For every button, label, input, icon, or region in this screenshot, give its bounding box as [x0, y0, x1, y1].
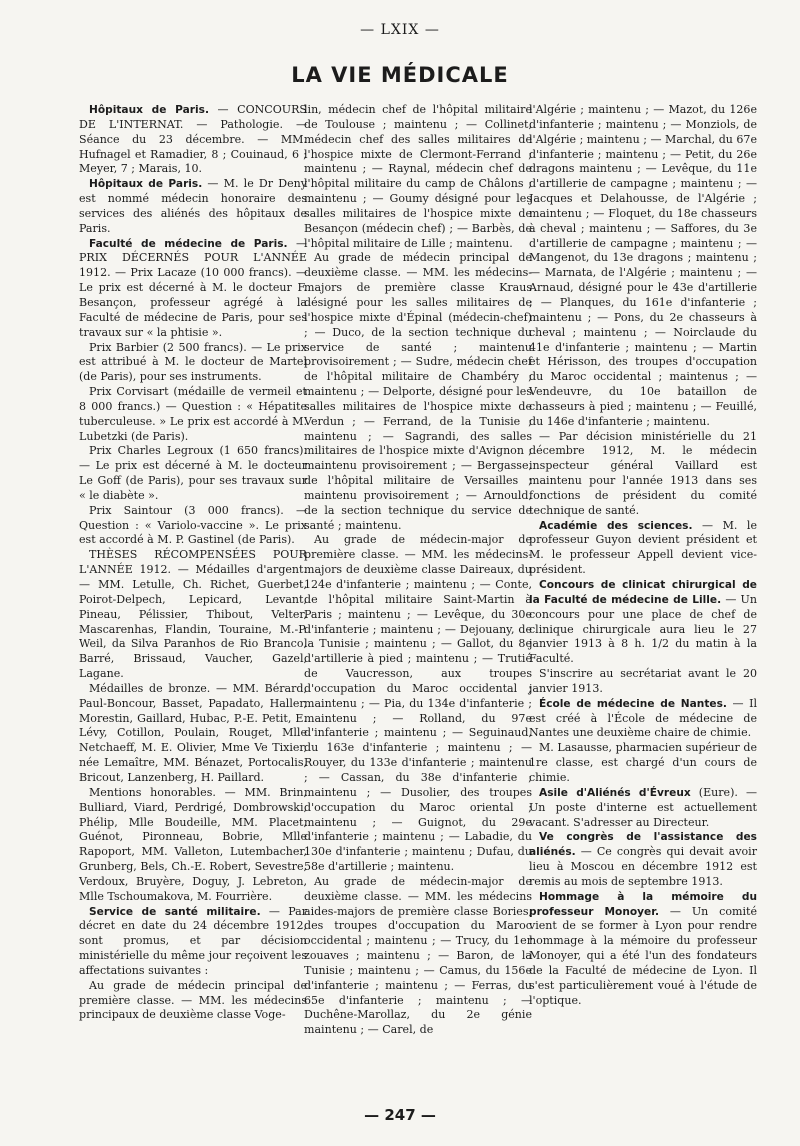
paragraph: Académie des sciences. — M. le professeur Guyon devient président et M. le professeur Appell devient vice-président.	[529, 518, 757, 577]
paragraph: Hôpitaux de Paris. — M. le Dr Deny est nommé médecin honoraire des services des aliénés des hôpitaux de Paris.	[79, 177, 307, 235]
paragraph: Mentions honorables. — MM. Brin, Bulliard, Viard, Perdrigé, Dombrowski, Phélip, Mlle Boudeille, MM. Placet, Guénot, Pironneau, Bobrie, Mlle Rapoport, MM. Valleton, Lutembacher, Grunberg, Bels, Ch.-E. Robert, Sevestre, Verdoux, Bruyère, Doguy, J. Lebreton, Mlle Tschoumakova, M. Fourrière.	[79, 785, 307, 903]
page-number: — 247 —	[364, 1106, 436, 1124]
paragraph: Au grade de médecin principal de première classe. — MM. les médecins principaux de deuxième classe Voge-	[79, 978, 307, 1022]
paragraph: S'inscrire au secrétariat avant le 20 janvier 1913.	[529, 667, 757, 695]
paragraph: Ve congrès de l'assistance des aliénés. — Ce congrès qui devait avoir lieu à Moscou en décembre 1912 est remis au mois de septembre 1913.	[529, 831, 757, 888]
paragraph: M. Lasausse, pharmacien supérieur de 1re classe, est chargé d'un cours de chimie.	[529, 741, 757, 784]
paragraph: Au grade de médecin-major de deuxième classe. — MM. les médecins aides-majors de première classe Bories, des troupes d'occupation du Maroc occidental ; maintenu ; — Trucy, du 1er zouaves ; maintenu ; — Baron, de la Tunisie ; maintenu ; — Camus, du 156e d'infanterie ; maintenu ; — Ferras, du 65e d'infanterie ; maintenu ; — Duchêne-Marollaz, du 2e génie maintenu ; — Carel, de	[304, 874, 532, 1037]
paragraph: Prix Saintour (3 000 francs). — Question : « Variolo-vaccine ». Le prix est accordé à M. P. Gastinel (de Paris).	[79, 503, 307, 547]
paragraph: l'Algérie ; maintenu ; — Mazot, du 126e d'infanterie ; maintenu ; — Monziols, de l'Algérie ; maintenu ; — Marchal, du 67e d'infanterie ; maintenu ; — Petit, du 26e dragons maintenu ; — Levêque, du 11e d'artillerie de campagne ; maintenu ; — Jacques et Delahousse, de l'Algérie ; maintenu ; — Floquet, du 18e chasseurs à cheval ; maintenu ; — Saffores, du 3e d'artillerie de campagne ; maintenu ; — Mangenot, du 13e dragons ; maintenu ; — Marnata, de l'Algérie ; maintenu ; — Arnaud, désigné pour le 43e d'artillerie ; — Planques, du 161e d'infanterie ; maintenu ; — Pons, du 2e chasseurs à cheval ; maintenu ; — Noirclaude du 41e d'infanterie ; maintenu ; — Martin et Hérisson, des troupes d'occupation du Maroc occidental ; maintenus ; — Vendeuvre, du 10e bataillon de chasseurs à pied ; maintenu ; — Feuillé, du 146e d'infanterie ; maintenu.	[529, 103, 757, 428]
column-right	[529, 103, 757, 1008]
paragraph: THÈSES RÉCOMPENSÉES POUR L'ANNÉE 1912. — Médailles d'argent. — MM. Letulle, Ch. Richet, Guerbet, Poirot-Delpech, Lepicard, Levant, Pineau, Pélissier, Thibout, Velter, Mascarenhas, Flandin, Touraine, M.-P. Weil, da Silva Paranhos de Rio Branco, Barré, Brissaud, Vaucher, Gazel, Lagane.	[79, 548, 307, 681]
running-header: — LXIX —	[360, 22, 440, 38]
paragraph: Hôpitaux de Paris. — CONCOURS DE L'INTERNAT. — Pathologie. — Séance du 23 décembre. — MM. Hufnagel et Ramadier, 8 ; Couinaud, 6 ; Meyer, 7 ; Marais, 10.	[79, 103, 308, 176]
paragraph: Au grade de médecin principal de deuxième classe. — MM. les médecins-majors de première classe Kraus désigné pour les salles militaires de l'hospice mixte d'Épinal (médecin-chef) ; — Duco, de la section technique du service de santé ; maintenu provisoirement ; — Sudre, médecin chef de l'hôpital militaire de Chambéry ; maintenu ; — Delporte, désigné pour les salles militaires de l'hospice mixte de Verdun ; — Ferrand, de la Tunisie ; maintenu ; — Sagrandi, des salles militaires de l'hospice mixte d'Avignon ; maintenu provisoirement ; — Bergasse, de l'hôpital militaire de Versailles ; maintenu provisoirement ; — Arnould, de la section technique du service de santé ; maintenu.	[304, 251, 532, 532]
paragraph: Prix Barbier (2 500 francs). — Le prix est attribué à M. le docteur de Martel (de Paris), pour ses instruments.	[79, 340, 307, 384]
paragraph: Asile d'Aliénés d'Évreux (Eure). — Un poste d'interne est actuellement vacant. S'adresser au Directeur.	[529, 785, 758, 829]
paragraph: Au grade de médecin-major de première classe. — MM. les médecins-majors de deuxième classe Daireaux, du 124e d'infanterie ; maintenu ; — Conte, de l'hôpital militaire Saint-Martin à Paris ; maintenu ; — Levêque, du 30e d'infanterie ; maintenu ; — Dejouany, de la Tunisie ; maintenu ; — Gallot, du 8e d'artillerie à pied ; maintenu ; — Trutié de Vaucresson, aux troupes d'occupation du Maroc occidental ; maintenu ; — Pia, du 134e d'infanterie ; maintenu ; — Rolland, du 97e d'infanterie ; maintenu ; — Seguinaud, du 163e d'infanterie ; maintenu ; — Rouyer, du 133e d'infanterie ; maintenu ; — Cassan, du 38e d'infanterie ; maintenu ; — Dusolier, des troupes d'occupation du Maroc oriental ; maintenu ; — Guignot, du 29e d'infanterie ; maintenu ; — Labadie, du 130e d'infanterie ; maintenu ; Dufau, du 58e d'artillerie ; maintenu.	[304, 533, 532, 874]
paragraph: — Par décision ministérielle du 21 décembre 1912, M. le médecin inspecteur général Vaillard est maintenu pour l'année 1913 dans ses fonctions de président du comité technique de santé.	[529, 429, 757, 517]
paragraph: lin, médecin chef de l'hôpital militaire de Toulouse ; maintenu ; — Collinet, médecin chef des salles militaires de l'hospice mixte de Clermont-Ferrand ; maintenu ; — Raynal, médecin chef de l'hôpital militaire du camp de Châlons ; maintenu ; — Goumy désigné pour les salles militaires de l'hospice mixte de Besançon (médecin chef) ; — Barbès, de l'hôpital militaire de Lille ; maintenu.	[304, 103, 532, 250]
paragraph: Hommage à la mémoire du professeur Monoyer. — Un comité vient de se former à Lyon pour rendre hommage à la mémoire du professeur Monoyer, qui a été l'un des fondateurs de la Faculté de médecine de Lyon. Il s'est particulièrement voué à l'étude de l'optique.	[529, 890, 757, 1007]
page-title: LA VIE MÉDICALE	[291, 63, 509, 87]
paragraph: École de médecine de Nantes. — Il est créé à l'École de médecine de Nantes une deuxième chaire de chimie.	[529, 696, 757, 740]
paragraph: Service de santé militaire. — Par décret en date du 24 décembre 1912, sont promus, et par décision ministérielle du même jour reçoivent les affectations suivantes :	[79, 904, 307, 977]
paragraph: Prix Corvisart (médaille de vermeil et 8 000 francs.) — Question : « Hépatite tuberculeuse. » Le prix est accordé à M. Lubetzki (de Paris).	[79, 385, 307, 443]
paragraph: Médailles de bronze. — MM. Bérard, Paul-Boncour, Basset, Papadato, Haller, Morestin, Gaillard, Hubac, P.-E. Petit, E. Lévy, Cotillon, Poulain, Rouget, Mlle Netchaeff, M. E. Olivier, Mme Ve Tixier, née Lemaître, MM. Bénazet, Portocalis, Bricout, Lanzenberg, H. Paillard.	[79, 681, 307, 784]
paragraph: Prix Charles Legroux (1 650 francs). — Le prix est décerné à M. le docteur Le Goff (de Paris), pour ses travaux sur « le diabète ».	[79, 444, 307, 502]
paragraph: Concours de clinicat chirurgical de la Faculté de médecine de Lille. — Un concours pour une place de chef de clinique chirurgicale aura lieu le 27 janvier 1913 à 8 h. 1/2 du matin à la Faculté.	[529, 579, 757, 666]
column-middle	[304, 103, 532, 1038]
paragraph: Faculté de médecine de Paris. — PRIX DÉCERNÉS POUR L'ANNÉE 1912. — Prix Lacaze (10 000 francs). — Le prix est décerné à M. le docteur F. Besançon, professeur agrégé à la Faculté de médecine de Paris, pour ses travaux sur « la phtisie ».	[79, 236, 307, 339]
column-left	[79, 103, 307, 1023]
